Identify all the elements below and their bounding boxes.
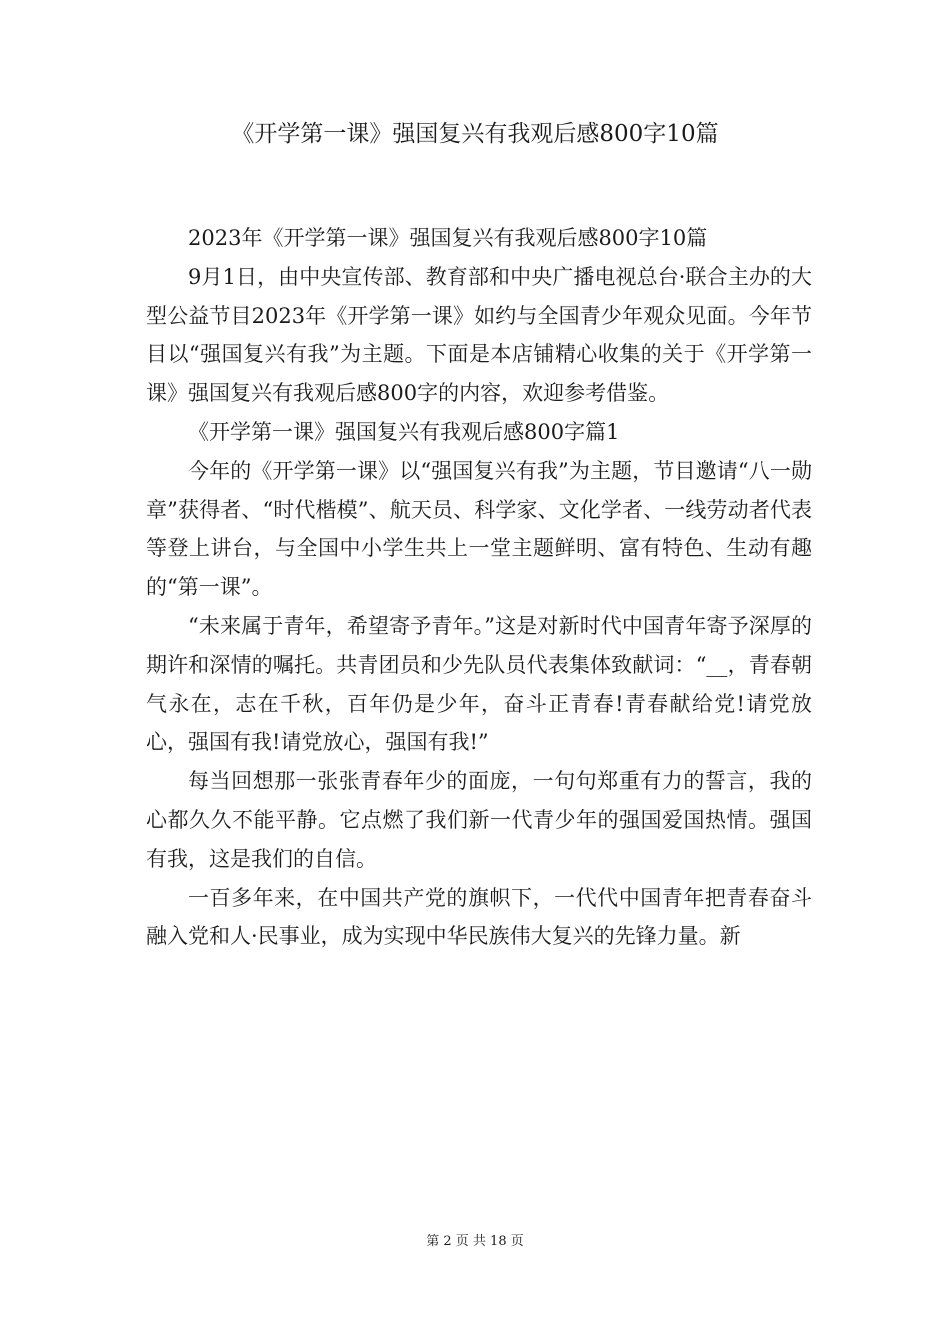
paragraph: 9月1日，由中央宣传部、教育部和中央广播电视总台·联合主办的大型公益节目2023年《开学第一课》如约与全国青少年观众见面。今年节目以“强国复兴有我”为主题。下面是本店铺精心收集的关于《开学第一课》强国复兴有我观后感800字的内容，欢迎参考借鉴。 (146, 264, 812, 406)
document-body (146, 219, 812, 956)
paragraph: 一百多年来，在中国共产党的旗帜下，一代代中国青年把青春奋斗融入党和人·民事业，成为实现中华民族伟大复兴的先锋力量。新 (146, 885, 812, 949)
document-title: 《开学第一课》强国复兴有我观后感800字10篇 (231, 121, 719, 147)
paragraph: 每当回想那一张张青春年少的面庞，一句句郑重有力的誓言，我的心都久久不能平静。它点燃了我们新一代青少年的强国爱国热情。强国有我，这是我们的自信。 (146, 769, 812, 871)
page-number-footer: 第 2 页 共 18 页 (426, 1234, 524, 1249)
paragraph: “未来属于青年，希望寄予青年。”这是对新时代中国青年寄予深厚的期许和深情的嘱托。共青团员和少先队员代表集体致献词：“__，青春朝气永在，志在千秋，百年仍是少年，奋斗正青春!青春献给党!请党放心，强国有我!请党放心，强国有我!” (146, 613, 812, 755)
paragraph: 今年的《开学第一课》以“强国复兴有我”为主题，节目邀请“八一勋章”获得者、“时代楷模”、航天员、科学家、文化学者、一线劳动者代表等登上讲台，与全国中小学生共上一堂主题鲜明、富有特色、生动有趣的“第一课”。 (146, 458, 812, 600)
paragraph: 《开学第一课》强国复兴有我观后感800字篇1 (188, 419, 620, 444)
paragraph: 2023年《开学第一课》强国复兴有我观后感800字10篇 (188, 226, 708, 250)
